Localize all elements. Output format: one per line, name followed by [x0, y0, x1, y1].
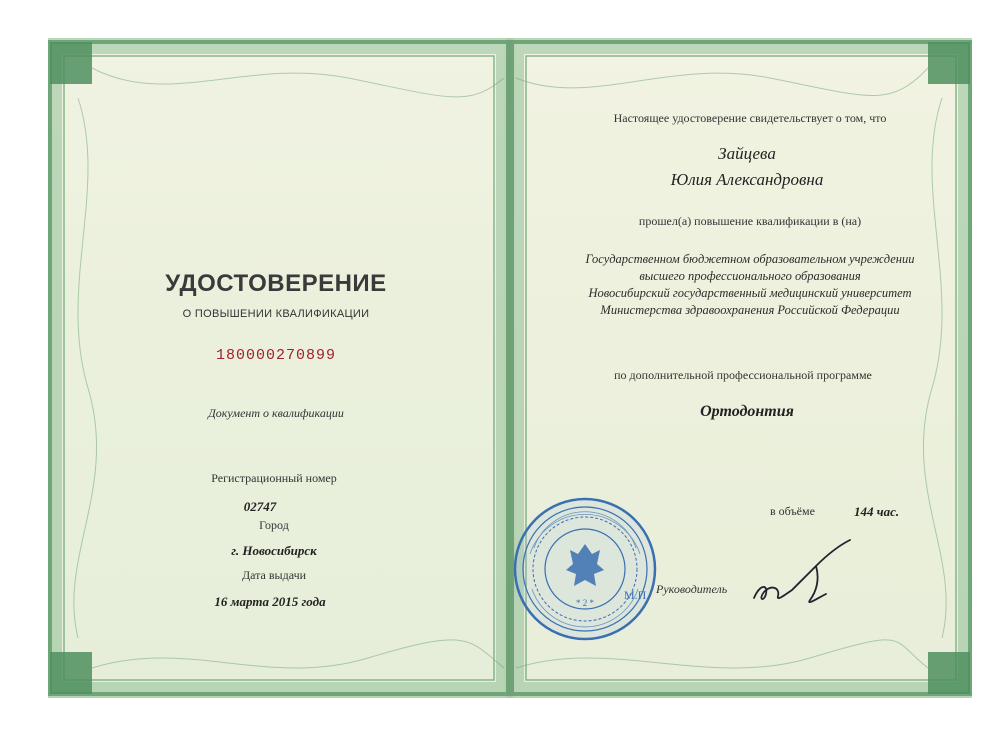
city: г. Новосибирск [231, 543, 317, 558]
document-label: Документ о квалификации [208, 406, 344, 420]
left-page [48, 38, 510, 698]
center-fold [504, 38, 516, 698]
svg-text:* 2 *: * 2 * [576, 598, 594, 608]
right-page [510, 38, 972, 698]
completed-line: прошел(а) повышение квалификации в (на) [638, 214, 862, 228]
official-seal [510, 494, 660, 644]
certifies-line: Настоящее удостоверение свидетельствует о том, что [613, 111, 887, 125]
surname: Зайцева [718, 144, 776, 163]
head-label: Руководитель [656, 582, 728, 596]
org-line-4: Министерства здравоохранения Российской Федерации [600, 303, 900, 317]
stamp-mark: М.П. [624, 588, 650, 602]
registration-label: Регистрационный номер [211, 471, 337, 485]
document-subtitle: О ПОВЫШЕНИИ КВАЛИФИКАЦИИ [182, 308, 370, 320]
org-line-1: Государственном бюджетном образовательном учреждении [585, 252, 915, 266]
issue-date: 16 марта 2015 года [214, 594, 326, 609]
program-name: Ортодонтия [700, 403, 794, 420]
date-label: Дата выдачи [241, 568, 307, 582]
volume-hours: 144 час. [854, 504, 900, 519]
org-line-3: Новосибирский государственный медицинский университет [588, 286, 912, 300]
signature [746, 536, 866, 616]
given-names: Юлия Александровна [670, 170, 824, 189]
registration-number: 02747 [243, 499, 277, 514]
city-label: Город [259, 518, 289, 532]
document-title: УДОСТОВЕРЕНИЕ [165, 270, 387, 297]
serial-number: 180000270899 [215, 347, 337, 364]
volume-label: в объёме [770, 504, 815, 518]
org-line-2: высшего профессионального образования [639, 269, 861, 283]
program-label: по дополнительной профессиональной программе [614, 368, 872, 382]
seal-icon [510, 494, 660, 644]
certificate-sheet [48, 38, 972, 698]
